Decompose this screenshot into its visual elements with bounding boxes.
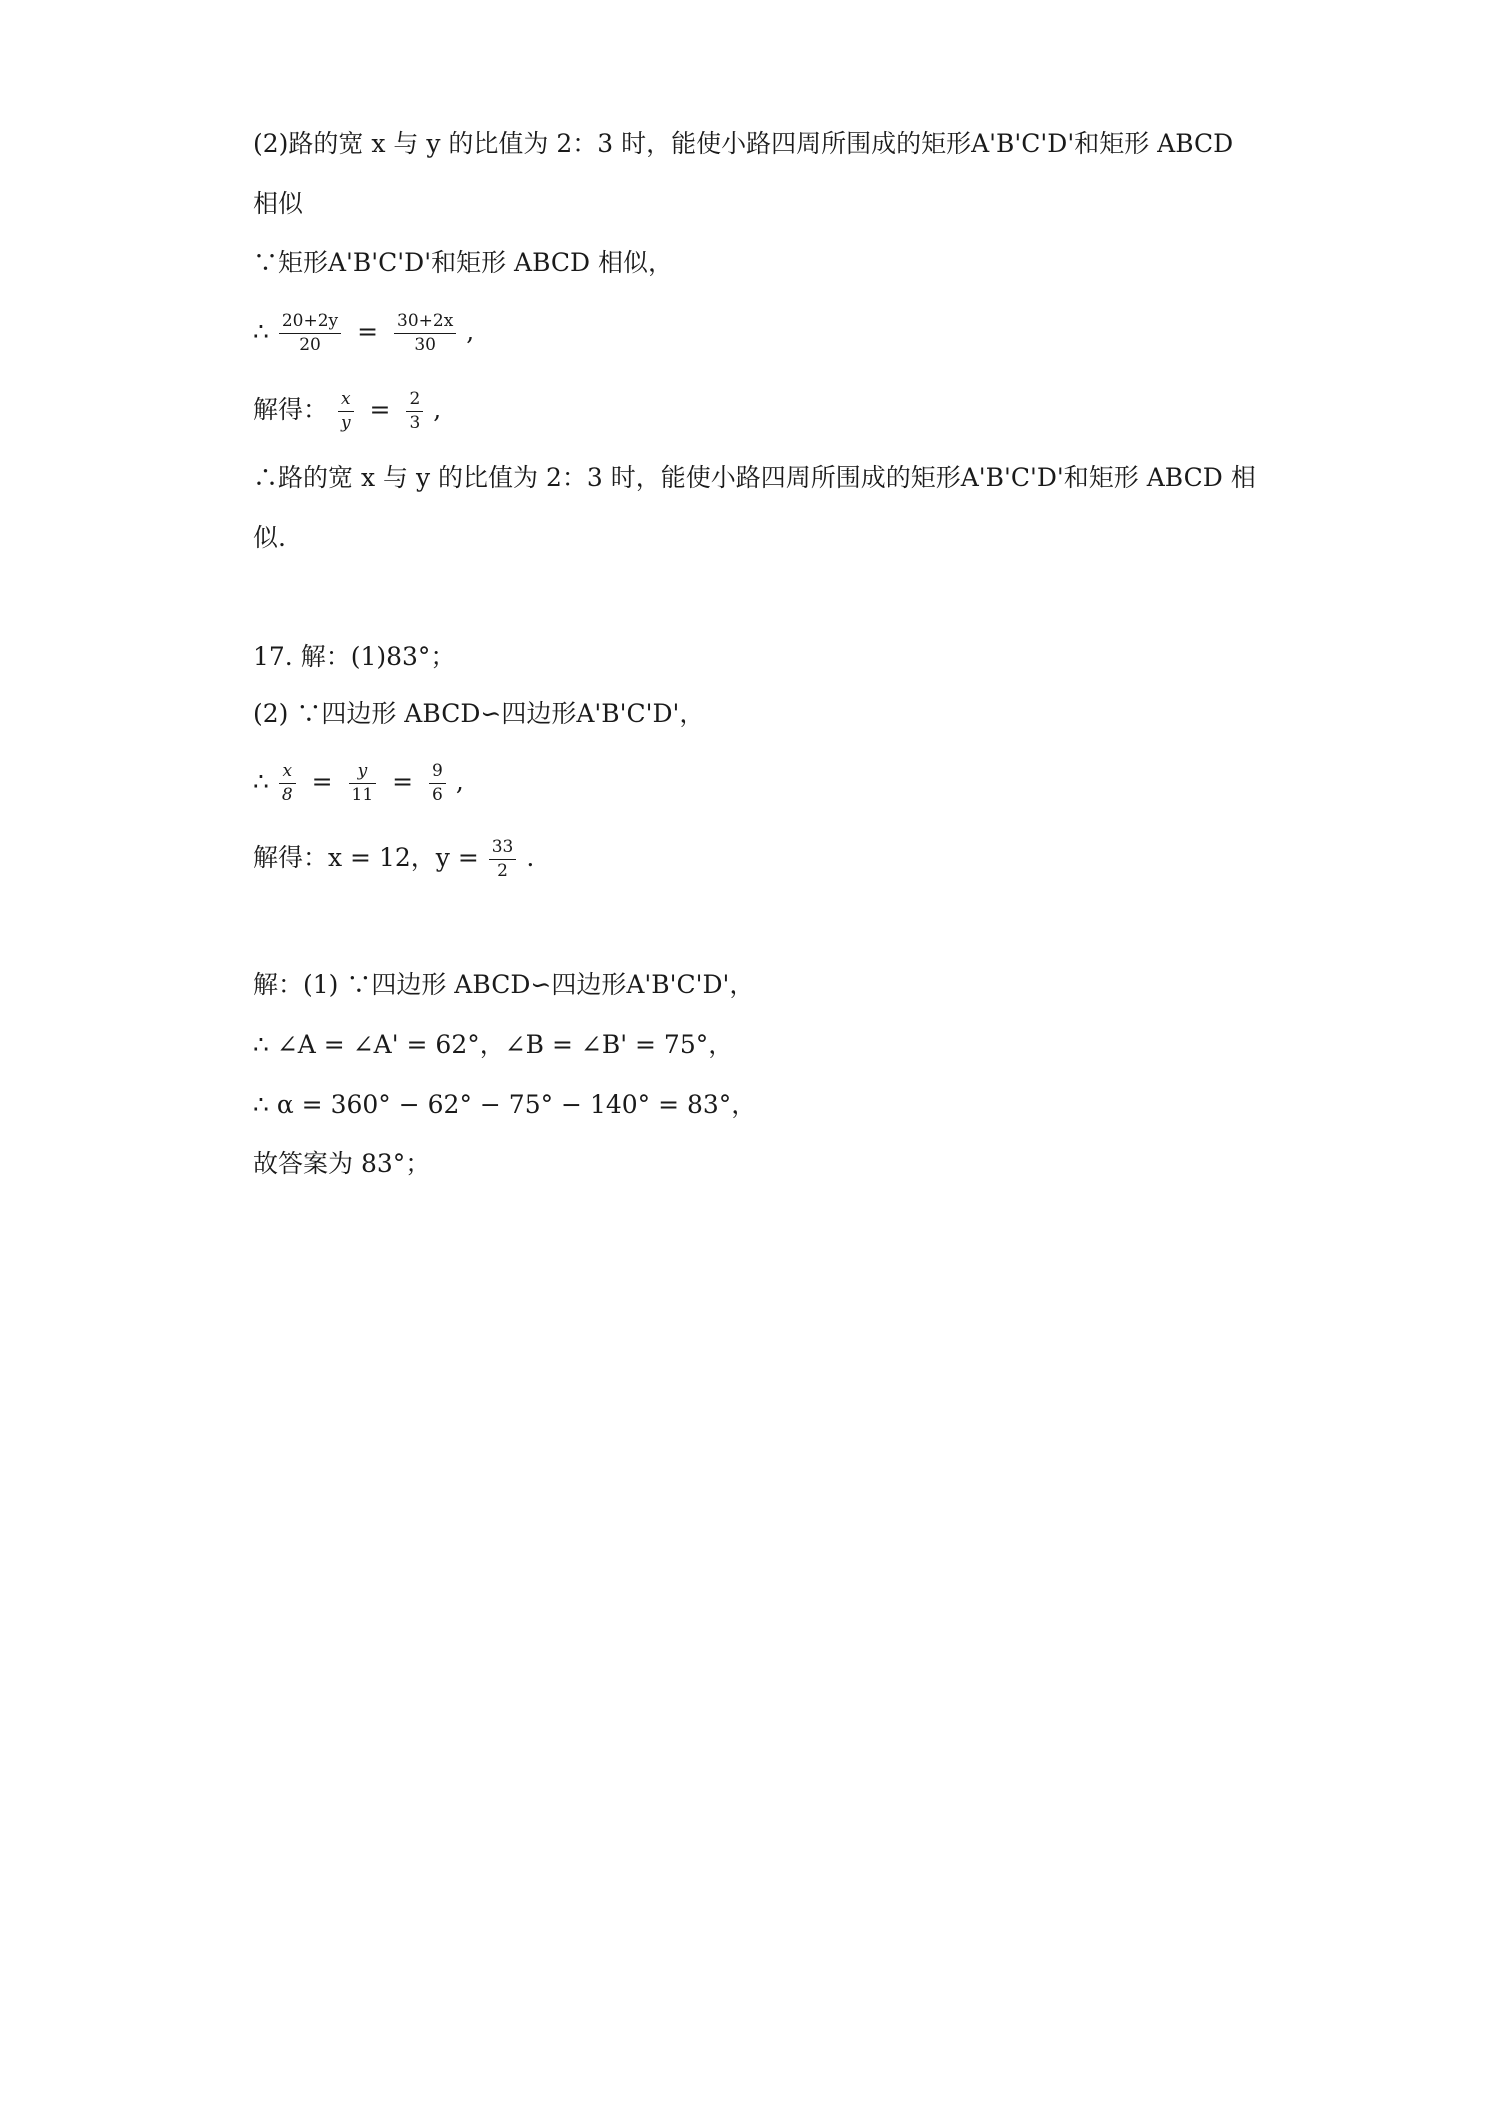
fraction-numerator: 9 — [429, 762, 446, 784]
q16-conclusion: ∴路的宽 x 与 y 的比值为 2：3 时，能使小路四周所围成的矩形A'B'C'D'和矩形 ABCD 相 — [253, 463, 1256, 492]
fraction-denominator: 30 — [414, 335, 436, 355]
fraction-numerator: 2 — [406, 390, 423, 412]
fraction-numerator: y — [349, 762, 377, 784]
fraction — [406, 390, 423, 433]
fraction-denominator: y — [340, 413, 351, 433]
therefore-symbol: ∴ — [253, 767, 269, 796]
solve-text: 解得：x = 12，y = — [253, 843, 479, 872]
fraction-numerator: 33 — [489, 838, 517, 860]
q17-part1-premise: 解：(1) ∵四边形 ABCD∽四边形A'B'C'D'， — [253, 970, 755, 999]
fraction-denominator: 3 — [409, 413, 421, 433]
fraction — [279, 762, 296, 805]
equals-sign: = — [357, 317, 379, 346]
fraction-denominator: 6 — [432, 785, 443, 805]
q16-part2-statement-cont: 相似 — [253, 189, 304, 218]
q16-proportion-equation — [253, 312, 474, 355]
solve-label: 解得： — [253, 395, 329, 424]
fraction — [279, 312, 341, 355]
punctuation: . — [526, 843, 535, 872]
equals-sign: = — [311, 767, 333, 796]
fraction-denominator: 11 — [351, 785, 374, 805]
q16-conclusion-cont: 似. — [253, 523, 286, 552]
fraction-denominator: 2 — [497, 861, 508, 881]
equals-sign: = — [392, 767, 414, 796]
q17-proportion-equation — [253, 762, 464, 805]
punctuation: , — [433, 395, 442, 424]
q17-part2-premise: (2) ∵四边形 ABCD∽四边形A'B'C'D'， — [253, 699, 705, 728]
fraction — [489, 838, 517, 881]
fraction-denominator: 20 — [299, 335, 321, 355]
q17-final-answer: 故答案为 83°； — [253, 1149, 431, 1178]
q16-similar-premise: ∵矩形A'B'C'D'和矩形 ABCD 相似， — [253, 248, 674, 277]
punctuation: , — [455, 767, 464, 796]
fraction-numerator: x — [338, 390, 354, 412]
fraction-numerator: x — [279, 762, 296, 784]
fraction-numerator: 30+2x — [394, 312, 456, 334]
fraction-numerator: 20+2y — [279, 312, 341, 334]
q17-solution-result — [253, 838, 534, 881]
fraction — [338, 390, 354, 433]
q16-solution-result — [253, 390, 441, 433]
q17-angle-equalities: ∴ ∠A = ∠A' = 62°，∠B = ∠B' = 75°， — [253, 1030, 734, 1059]
fraction — [394, 312, 456, 355]
therefore-symbol: ∴ — [253, 317, 269, 346]
fraction-denominator: 8 — [281, 785, 293, 805]
q17-angle-calculation: ∴ α = 360° − 62° − 75° − 140° = 83°， — [253, 1090, 757, 1119]
punctuation: , — [466, 317, 475, 346]
equals-sign: = — [369, 395, 391, 424]
q16-part2-statement: (2)路的宽 x 与 y 的比值为 2：3 时，能使小路四周所围成的矩形A'B'C'D'和矩形 ABCD — [253, 129, 1234, 158]
fraction — [349, 762, 377, 805]
fraction — [429, 762, 446, 805]
q17-heading-part1-answer: 17. 解：(1)83°； — [253, 642, 456, 671]
